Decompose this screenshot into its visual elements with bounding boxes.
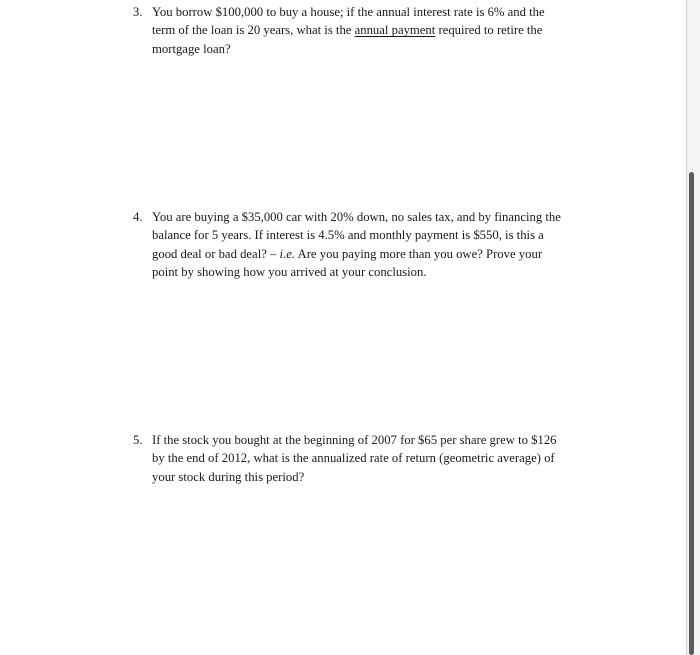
text-line: by the end of 2012, what is the annualized rate of return (geometric average) of	[152, 451, 555, 466]
text-line: point by showing how you arrived at your conclusion.	[152, 264, 427, 279]
text-line: mortgage loan?	[152, 41, 231, 56]
question-text	[152, 208, 590, 281]
text-line: If the stock you bought at the beginning of 2007 for $65 per share grew to $126	[152, 433, 557, 447]
italic-term: i.e.	[279, 246, 296, 261]
question-text	[152, 3, 590, 58]
text-line	[152, 21, 590, 39]
text-line: your stock during this period?	[152, 469, 305, 484]
question-number: 3.	[133, 5, 143, 19]
text-line	[152, 245, 590, 263]
text-line: You borrow $100,000 to buy a house; if the annual interest rate is 6% and the	[152, 5, 545, 19]
underlined-term: annual payment	[354, 23, 436, 38]
question-number: 5.	[133, 433, 143, 447]
text-segment: term of the loan is 20 years, what is the	[152, 23, 355, 38]
text-line: You are buying a $35,000 car with 20% down, no sales tax, and by financing the	[152, 210, 561, 224]
question-number: 4.	[133, 210, 143, 224]
text-line: balance for 5 years. If interest is 4.5% and monthly payment is $550, is this a	[152, 228, 544, 243]
text-segment: Are you paying more than you owe? Prove your	[295, 246, 543, 261]
scrollbar-thumb[interactable]	[689, 172, 694, 655]
question-text	[152, 431, 590, 486]
text-segment: required to retire the	[435, 23, 543, 38]
text-segment: good deal or bad deal? –	[152, 246, 280, 261]
